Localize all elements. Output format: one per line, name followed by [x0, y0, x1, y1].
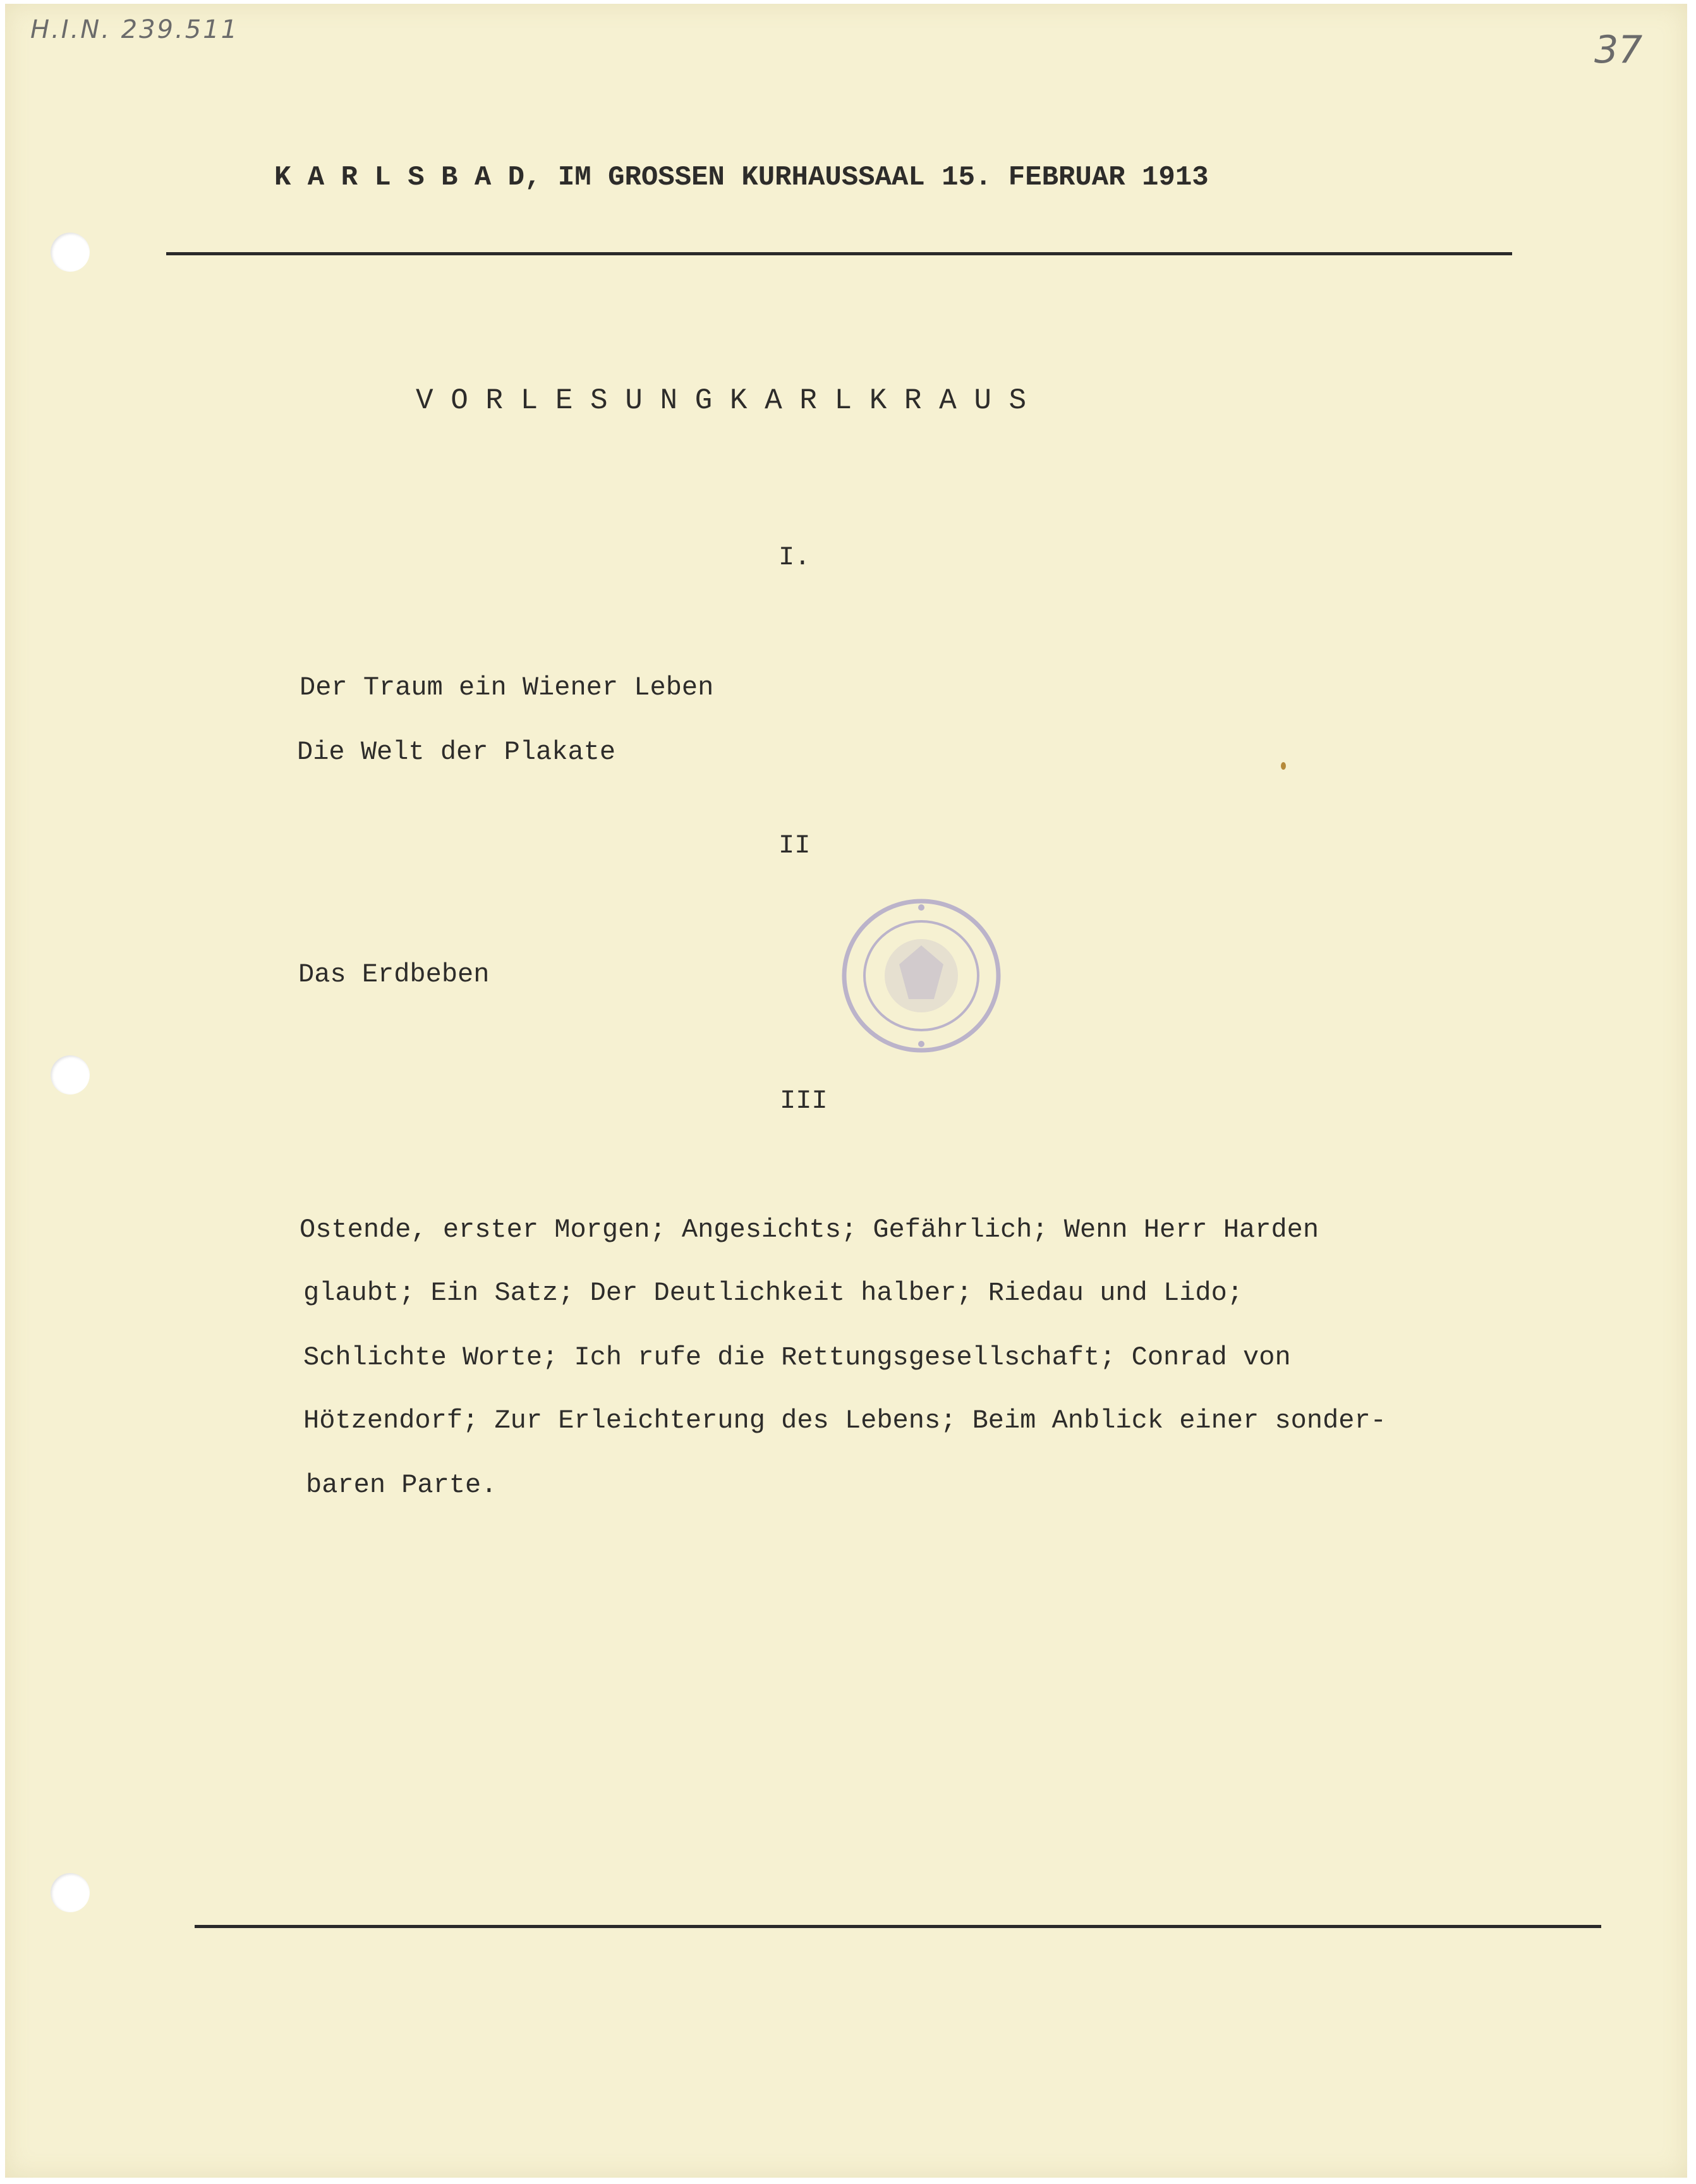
program-item: Der Traum ein Wiener Leben: [300, 672, 714, 703]
archive-mark: H.I.N. 239.511: [30, 15, 239, 44]
punch-hole-middle: [51, 1055, 90, 1095]
punch-hole-bottom: [51, 1873, 90, 1912]
section-2-numeral: II: [778, 830, 811, 861]
program-line: Ostende, erster Morgen; Angesichts; Gefährlich; Wenn Herr Harden: [300, 1215, 1319, 1245]
program-line: baren Parte.: [306, 1470, 497, 1500]
reading-title: V O R L E S U N G K A R L K R A U S: [416, 384, 1027, 417]
program-item: Das Erdbeben: [298, 959, 490, 990]
top-rule: [166, 252, 1512, 255]
program-line: Hötzendorf; Zur Erleichterung des Lebens; Beim Anblick einer sonder-: [303, 1405, 1386, 1436]
page-number: 37: [1594, 28, 1643, 72]
program-line: Schlichte Worte; Ich rufe die Rettungsgesellschaft; Conrad von: [303, 1342, 1291, 1373]
event-header: K A R L S B A D, IM GROSSEN KURHAUSSAAL 15. FEBRUAR 1913: [274, 162, 1209, 193]
bottom-rule: [195, 1925, 1601, 1928]
library-stamp: [839, 895, 1003, 1057]
program-item: Die Welt der Plakate: [297, 737, 616, 767]
paper-speck: [1281, 762, 1286, 770]
section-1-numeral: I.: [778, 542, 811, 573]
document-page: [5, 4, 1687, 2178]
program-line: glaubt; Ein Satz; Der Deutlichkeit halber; Riedau und Lido;: [303, 1278, 1244, 1308]
punch-hole-top: [51, 233, 90, 272]
section-3-numeral: III: [780, 1086, 828, 1116]
